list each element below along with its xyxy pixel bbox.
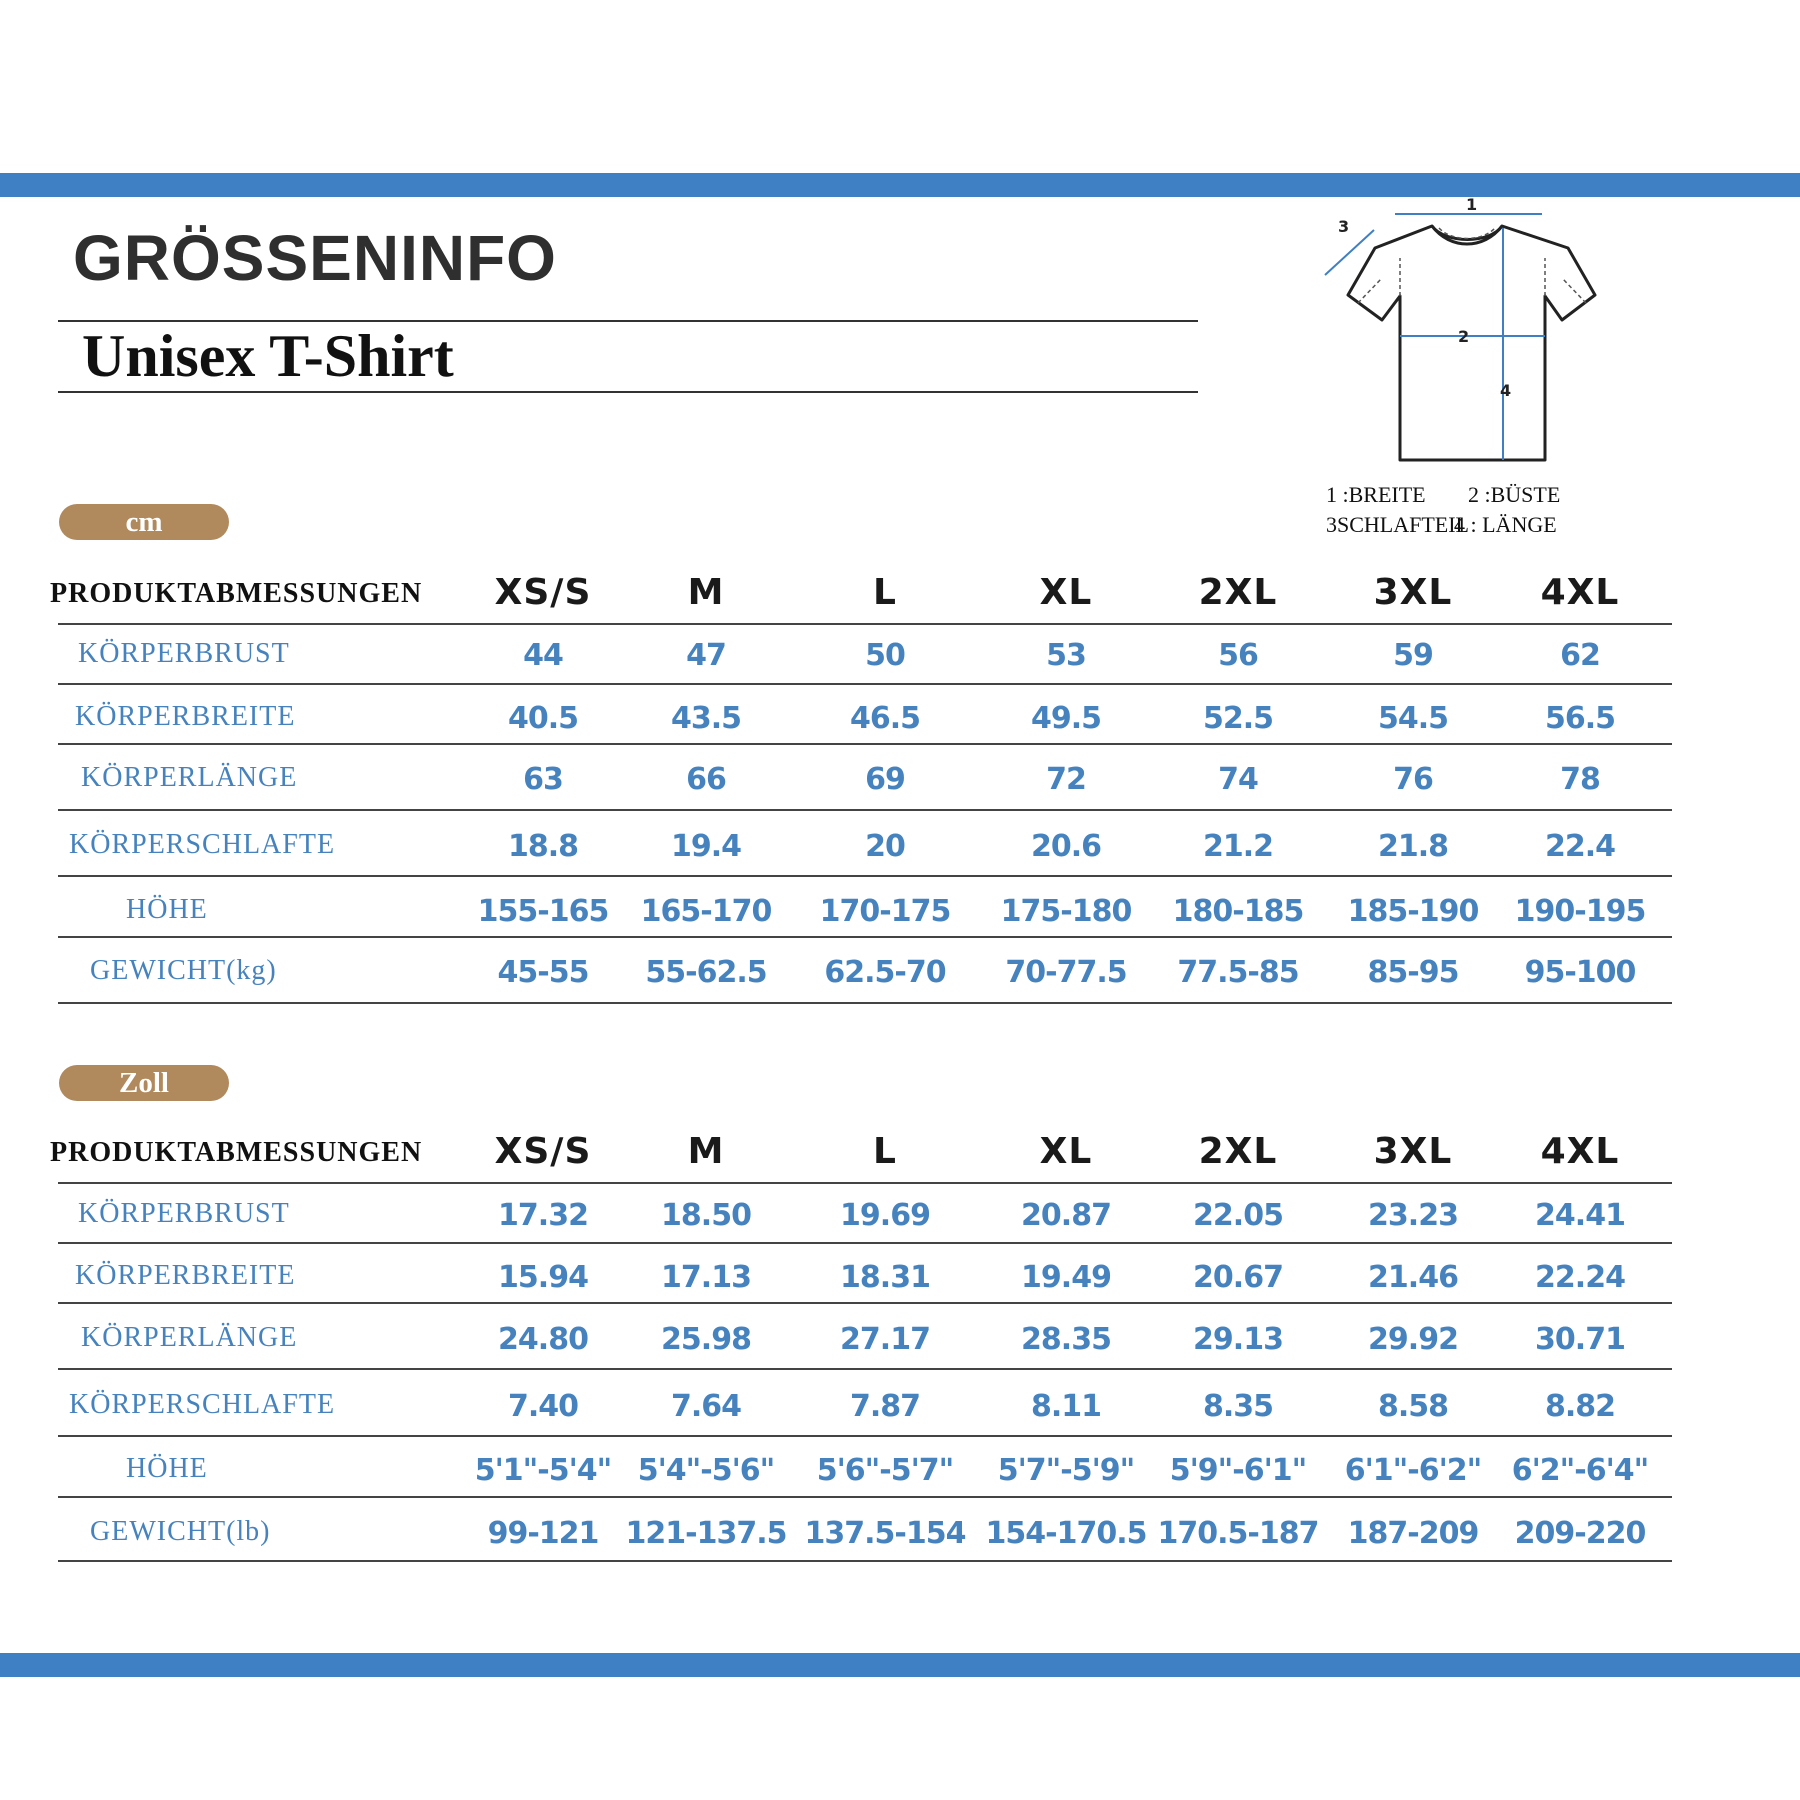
- marker-bust: 2: [1458, 327, 1470, 346]
- table-cell: 7.64: [670, 1389, 742, 1424]
- table-cell: 54.5: [1377, 701, 1449, 736]
- table-cell: 21.8: [1377, 829, 1449, 864]
- table-cell: 21.2: [1202, 829, 1274, 864]
- table-cell: 18.8: [507, 829, 579, 864]
- table-cell: 56: [1218, 638, 1258, 673]
- table-cell: 6'2"-6'4": [1511, 1453, 1649, 1488]
- table-cell: 187-209: [1347, 1516, 1479, 1551]
- row-divider: [58, 1560, 1672, 1562]
- table-cell: 5'9"-6'1": [1169, 1453, 1307, 1488]
- size-header-cell: M: [687, 572, 725, 613]
- row-label: HÖHE: [126, 1453, 208, 1484]
- table-cell: 99-121: [487, 1516, 599, 1551]
- table-cell: 19.49: [1021, 1260, 1111, 1295]
- table-cell: 8.35: [1202, 1389, 1274, 1424]
- size-header-cell: L: [873, 572, 897, 613]
- row-label: KÖRPERLÄNGE: [81, 762, 298, 793]
- table-cell: 85-95: [1367, 955, 1459, 990]
- marker-length: 4: [1500, 381, 1512, 400]
- row-divider: [58, 809, 1672, 811]
- table-cell: 22.4: [1544, 829, 1616, 864]
- product-subtitle: Unisex T-Shirt: [82, 323, 454, 389]
- table-cell: 165-170: [640, 894, 772, 929]
- table-cell: 20.67: [1193, 1260, 1283, 1295]
- table-cell: 29.92: [1368, 1322, 1458, 1357]
- table-cell: 19.4: [670, 829, 742, 864]
- row-divider: [58, 1002, 1672, 1004]
- tshirt-outline: [1348, 226, 1595, 460]
- table-cell: 70-77.5: [1005, 955, 1127, 990]
- row-divider: [58, 1496, 1672, 1498]
- table-cell: 62: [1560, 638, 1600, 673]
- table-cell: 20.87: [1021, 1198, 1111, 1233]
- table-cell: 5'7"-5'9": [997, 1453, 1135, 1488]
- row-label: KÖRPERBRUST: [78, 638, 290, 669]
- table-cell: 8.58: [1377, 1389, 1449, 1424]
- table-cell: 63: [523, 762, 563, 797]
- table-cell: 53: [1046, 638, 1086, 673]
- table-cell: 40.5: [507, 701, 579, 736]
- table-cell: 6'1"-6'2": [1344, 1453, 1482, 1488]
- table-cell: 15.94: [498, 1260, 588, 1295]
- table-cell: 52.5: [1202, 701, 1274, 736]
- row-divider: [58, 743, 1672, 745]
- table-cell: 5'6"-5'7": [816, 1453, 954, 1488]
- table-cell: 180-185: [1172, 894, 1304, 929]
- title-divider-top: [58, 320, 1198, 322]
- legend-breite: 1 :BREITE: [1326, 482, 1426, 507]
- title-divider-bottom: [58, 391, 1198, 393]
- marker-width: 1: [1466, 198, 1478, 214]
- size-header-cell: XL: [1039, 572, 1093, 613]
- table-cell: 20: [865, 829, 905, 864]
- row-label: KÖRPERSCHLAFTE: [69, 829, 336, 860]
- table-cell: 24.41: [1535, 1198, 1625, 1233]
- page-title: GRÖSSENINFO: [73, 222, 557, 294]
- table-cell: 95-100: [1524, 955, 1636, 990]
- row-label: KÖRPERBRUST: [78, 1198, 290, 1229]
- size-header-cell: XL: [1039, 1131, 1093, 1172]
- table-cell: 17.13: [661, 1260, 751, 1295]
- table-cell: 121-137.5: [625, 1516, 787, 1551]
- table-cell: 8.82: [1544, 1389, 1616, 1424]
- table-cell: 7.87: [849, 1389, 921, 1424]
- row-divider: [58, 936, 1672, 938]
- row-label: HÖHE: [126, 894, 208, 925]
- table-cell: 49.5: [1030, 701, 1102, 736]
- table-cell: 5'1"-5'4": [474, 1453, 612, 1488]
- sleeve-measure-line: [1325, 230, 1374, 275]
- row-divider: [58, 1368, 1672, 1370]
- table-cell: 24.80: [498, 1322, 588, 1357]
- size-header-cell: 3XL: [1373, 1131, 1453, 1172]
- table-cell: 21.46: [1368, 1260, 1458, 1295]
- table-cell: 66: [686, 762, 726, 797]
- legend-schlafteil: 3SCHLAFTEIL: [1326, 512, 1469, 537]
- table-cell: 55-62.5: [645, 955, 767, 990]
- table-cell: 175-180: [1000, 894, 1132, 929]
- table-cell: 154-170.5: [985, 1516, 1147, 1551]
- tshirt-measurement-diagram: [1300, 198, 1620, 468]
- row-divider: [58, 1182, 1672, 1184]
- legend-lange: 4 : LÄNGE: [1454, 512, 1557, 537]
- legend-buste: 2 :BÜSTE: [1468, 482, 1561, 507]
- size-header-cell: 3XL: [1373, 572, 1453, 613]
- table-cell: 44: [523, 638, 563, 673]
- row-label: GEWICHT(kg): [90, 955, 277, 986]
- table-cell: 62.5-70: [824, 955, 946, 990]
- size-header-cell: 2XL: [1198, 1131, 1278, 1172]
- table-cell: 78: [1560, 762, 1600, 797]
- table-cell: 7.40: [507, 1389, 579, 1424]
- row-label: KÖRPERSCHLAFTE: [69, 1389, 336, 1420]
- header-label: PRODUKTABMESSUNGEN: [50, 578, 423, 609]
- table-cell: 8.11: [1030, 1389, 1102, 1424]
- table-cell: 22.24: [1535, 1260, 1625, 1295]
- table-cell: 59: [1393, 638, 1433, 673]
- size-header-cell: M: [687, 1131, 725, 1172]
- table-cell: 190-195: [1514, 894, 1646, 929]
- size-header-cell: 4XL: [1540, 572, 1620, 613]
- row-divider: [58, 1242, 1672, 1244]
- table-cell: 5'4"-5'6": [637, 1453, 775, 1488]
- row-label: GEWICHT(lb): [90, 1516, 271, 1547]
- table-cell: 76: [1393, 762, 1433, 797]
- table-cell: 137.5-154: [804, 1516, 966, 1551]
- table-cell: 74: [1218, 762, 1258, 797]
- table-cell: 30.71: [1535, 1322, 1625, 1357]
- top-accent-band: [0, 173, 1800, 197]
- row-label: KÖRPERBREITE: [75, 1260, 296, 1291]
- table-cell: 69: [865, 762, 905, 797]
- table-cell: 56.5: [1544, 701, 1616, 736]
- table-cell: 17.32: [498, 1198, 588, 1233]
- table-cell: 47: [686, 638, 726, 673]
- row-label: KÖRPERLÄNGE: [81, 1322, 298, 1353]
- table-cell: 43.5: [670, 701, 742, 736]
- table-cell: 22.05: [1193, 1198, 1283, 1233]
- size-header-cell: XS/S: [494, 572, 592, 613]
- size-header-cell: L: [873, 1131, 897, 1172]
- header-label: PRODUKTABMESSUNGEN: [50, 1137, 423, 1168]
- table-cell: 45-55: [497, 955, 589, 990]
- table-cell: 155-165: [477, 894, 609, 929]
- size-header-cell: XS/S: [494, 1131, 592, 1172]
- table-cell: 20.6: [1030, 829, 1102, 864]
- row-divider: [58, 875, 1672, 877]
- table-cell: 19.69: [840, 1198, 930, 1233]
- marker-sleeve: 3: [1338, 217, 1350, 236]
- size-header-cell: 2XL: [1198, 572, 1278, 613]
- size-header-cell: 4XL: [1540, 1131, 1620, 1172]
- table-cell: 29.13: [1193, 1322, 1283, 1357]
- table-cell: 209-220: [1514, 1516, 1646, 1551]
- row-label: KÖRPERBREITE: [75, 701, 296, 732]
- table-cell: 46.5: [849, 701, 921, 736]
- table-cell: 170-175: [819, 894, 951, 929]
- row-divider: [58, 623, 1672, 625]
- table-cell: 185-190: [1347, 894, 1479, 929]
- table-cell: 50: [865, 638, 905, 673]
- table-cell: 25.98: [661, 1322, 751, 1357]
- table-cell: 77.5-85: [1177, 955, 1299, 990]
- bottom-accent-band: [0, 1653, 1800, 1677]
- unit-badge-cm: cm: [59, 504, 229, 540]
- table-cell: 23.23: [1368, 1198, 1458, 1233]
- table-cell: 170.5-187: [1157, 1516, 1319, 1551]
- table-cell: 27.17: [840, 1322, 930, 1357]
- table-cell: 72: [1046, 762, 1086, 797]
- table-cell: 18.31: [840, 1260, 930, 1295]
- unit-badge-zoll: Zoll: [59, 1065, 229, 1101]
- table-cell: 28.35: [1021, 1322, 1111, 1357]
- row-divider: [58, 683, 1672, 685]
- table-cell: 18.50: [661, 1198, 751, 1233]
- row-divider: [58, 1435, 1672, 1437]
- row-divider: [58, 1302, 1672, 1304]
